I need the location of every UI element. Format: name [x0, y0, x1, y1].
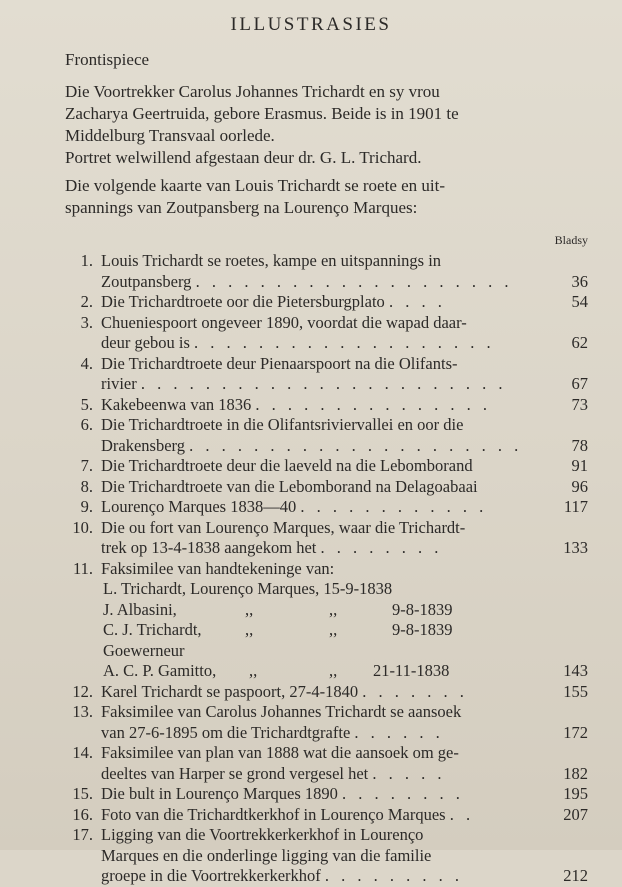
item-title: Kakebeenwa van 1836 . . . . . . . . . . . . . . . [101, 394, 492, 414]
list-item [65, 784, 588, 805]
item-title: Die Trichardtroete deur die laeveld na die Lebomborand [101, 456, 473, 475]
item-title-continued: Marques en die onderlinge ligging van die familie [101, 845, 432, 865]
leader-dots: . . . . . [372, 763, 446, 783]
signature-title: Goewerneur [103, 640, 185, 660]
leader-dots: . . . . . . . . . [324, 866, 464, 885]
item-number: 6. [80, 415, 93, 434]
list-item-continuation [65, 333, 588, 354]
item-title: Louis Trichardt se roetes, kampe en uitspannings in [101, 251, 442, 270]
page-number: 73 [571, 394, 588, 414]
item-title-continued: Zoutpansberg . . . . . . . . . . . . . . . . . . . . [101, 271, 513, 291]
frontispiece-caption [65, 81, 585, 169]
item-title-continued: van 27-6-1895 om die Trichardtgrafte . . . . . . [101, 722, 444, 742]
ditto-mark: ,, [329, 599, 338, 619]
list-item [65, 456, 588, 477]
item-number: 15. [72, 784, 93, 803]
page-number: 172 [563, 722, 588, 742]
caption-line: Zacharya Geertruida, gebore Erasmus. Beide is in 1901 te [65, 104, 459, 123]
leader-dots: . . . . . . . [362, 681, 468, 701]
item-title: Die bult in Lourenço Marques 1890 . . . . . . . . [101, 784, 464, 803]
page-number: 67 [571, 374, 588, 393]
item-title: Die Trichardtroete deur Pienaarspoort na die Olifants- [101, 353, 458, 373]
item-title: Die ou fort van Lourenço Marques, waar die Trichardt- [101, 517, 466, 537]
item-title-continued: rivier . . . . . . . . . . . . . . . . . . . . . . . [101, 374, 507, 393]
item-title: Faksimilee van plan van 1888 wat die aansoek om ge- [101, 743, 459, 762]
list-item [65, 251, 588, 272]
page-number: 96 [571, 476, 588, 496]
page-number: 195 [563, 784, 588, 803]
signature-date: 9-8-1839 [392, 620, 453, 639]
ditto-mark: ,, [329, 620, 338, 639]
signature-date: 21-11-1838 [373, 661, 450, 680]
page-column-label: Bladsy [554, 233, 588, 247]
leader-dots: . . . . . . . . . . . . [300, 497, 488, 516]
illustration-list [65, 251, 588, 887]
item-title: Karel Trichardt se paspoort, 27-4-1840 . . . . . . . [101, 681, 468, 701]
ditto-mark: ,, [245, 620, 254, 639]
item-number: 10. [72, 517, 93, 537]
list-item [65, 313, 588, 334]
signature-line [65, 600, 588, 621]
item-number: 14. [72, 743, 93, 762]
signature-line [65, 641, 588, 662]
item-title-continued: groepe in die Voortrekkerkerkhof . . . . . . . . . [101, 866, 464, 885]
list-item [65, 415, 588, 436]
leader-dots: . . [449, 804, 475, 824]
signature-name: J. Albasini, [103, 599, 177, 619]
intro-line: spannings van Zoutpansberg na Lourenço Marques: [65, 198, 418, 217]
intro-line: Die volgende kaarte van Louis Trichardt se roete en uit- [65, 176, 446, 195]
item-number: 7. [80, 456, 93, 475]
leader-dots: . . . . . . . . [320, 538, 443, 557]
item-number: 3. [80, 312, 93, 332]
list-item [65, 395, 588, 416]
signature-line [65, 661, 588, 682]
item-number: 5. [80, 394, 93, 414]
page-number: 182 [563, 763, 588, 783]
list-item-continuation [65, 272, 588, 293]
list-item-continuation [65, 436, 588, 457]
list-item [65, 682, 588, 703]
item-title-continued: Drakensberg . . . . . . . . . . . . . . . . . . . . . [101, 435, 523, 455]
ditto-mark: ,, [249, 661, 258, 680]
list-item [65, 825, 588, 846]
caption-line: Middelburg Transvaal oorlede. [65, 126, 275, 145]
signature-name: L. Trichardt, Lourenço Marques, 15-9-1838 [103, 579, 393, 598]
item-title: Chueniespoort ongeveer 1890, voordat die wapad daar- [101, 312, 467, 332]
list-item [65, 559, 588, 580]
list-item-continuation [65, 846, 588, 867]
leader-dots: . . . . . . . . . . . . . . . . . . . . [195, 271, 513, 291]
leader-dots: . . . . . . . . . . . . . . . . . . . [194, 333, 495, 352]
item-title: Ligging van die Voortrekkerkerkhof in Lourenço [101, 825, 424, 844]
page-number: 54 [571, 292, 588, 311]
item-number: 9. [80, 497, 93, 516]
page-number: 143 [563, 661, 588, 680]
list-item-continuation [65, 866, 588, 887]
item-number: 11. [72, 558, 93, 578]
leader-dots: . . . . . . . . . . . . . . . [255, 394, 492, 414]
page-number: 133 [563, 538, 588, 557]
page-number: 36 [571, 271, 588, 291]
page-number: 91 [571, 456, 588, 475]
item-number: 4. [80, 353, 93, 373]
leader-dots: . . . . . . . . [342, 784, 464, 803]
list-item [65, 292, 588, 313]
item-title: Die Trichardtroete in die Olifantsriviervallei en oor die [101, 415, 464, 434]
page-title: ILLUSTRASIES [230, 14, 392, 35]
page-number: 62 [571, 333, 588, 352]
list-item [65, 497, 588, 518]
item-number: 8. [80, 476, 93, 496]
list-item-continuation [65, 723, 588, 744]
item-number: 12. [72, 681, 93, 701]
item-number: 17. [72, 825, 93, 844]
item-title: Die Trichardtroete van die Lebomborand na Delagoabaai [101, 476, 478, 496]
item-number: 13. [72, 702, 93, 721]
signature-date: 9-8-1839 [392, 599, 453, 619]
page-number: 207 [563, 804, 588, 824]
list-item-continuation [65, 374, 588, 395]
item-title-continued: trek op 13-4-1838 aangekom het . . . . . . . . [101, 538, 443, 557]
item-title: Faksimilee van Carolus Johannes Trichardt se aansoek [101, 702, 462, 721]
list-item [65, 743, 588, 764]
list-item [65, 354, 588, 375]
caption-line: Portret welwillend afgestaan deur dr. G. L. Trichard. [65, 148, 422, 167]
leader-dots: . . . . . . . . . . . . . . . . . . . . . [189, 435, 523, 455]
signature-line [65, 620, 588, 641]
page-number: 117 [563, 497, 588, 516]
item-number: 16. [72, 804, 93, 824]
item-number: 2. [80, 292, 93, 311]
ditto-mark: ,, [329, 661, 338, 680]
item-title-continued: deur gebou is . . . . . . . . . . . . . . . . . . . [101, 333, 495, 352]
page-number: 155 [563, 681, 588, 701]
ditto-mark: ,, [245, 599, 254, 619]
list-item-continuation [65, 764, 588, 785]
list-item [65, 518, 588, 539]
page-number: 78 [571, 435, 588, 455]
item-title: Die Trichardtroete oor die Pietersburgplato . . . . [101, 292, 446, 311]
item-title-continued: deeltes van Harper se grond vergesel het . . . . . [101, 763, 446, 783]
item-title: Foto van die Trichardtkerkhof in Lourenço Marques . . [101, 804, 475, 824]
signature-line [65, 579, 588, 600]
list-item [65, 702, 588, 723]
leader-dots: . . . . [388, 292, 446, 311]
list-item [65, 805, 588, 826]
list-item-continuation [65, 538, 588, 559]
signature-name: C. J. Trichardt, [103, 620, 202, 639]
intro-paragraph [65, 175, 585, 219]
caption-line: Die Voortrekker Carolus Johannes Trichardt en sy vrou [65, 82, 440, 101]
frontispiece-heading: Frontispiece [65, 50, 150, 69]
item-title: Lourenço Marques 1838—40 . . . . . . . . . . . . [101, 497, 488, 516]
item-number: 1. [80, 251, 93, 270]
leader-dots: . . . . . . [354, 722, 444, 742]
signature-name: A. C. P. Gamitto, [103, 661, 217, 680]
page-number: 212 [563, 866, 588, 885]
leader-dots: . . . . . . . . . . . . . . . . . . . . . . . [140, 374, 507, 393]
list-item [65, 477, 588, 498]
item-title: Faksimilee van handtekeninge van: [101, 558, 335, 578]
